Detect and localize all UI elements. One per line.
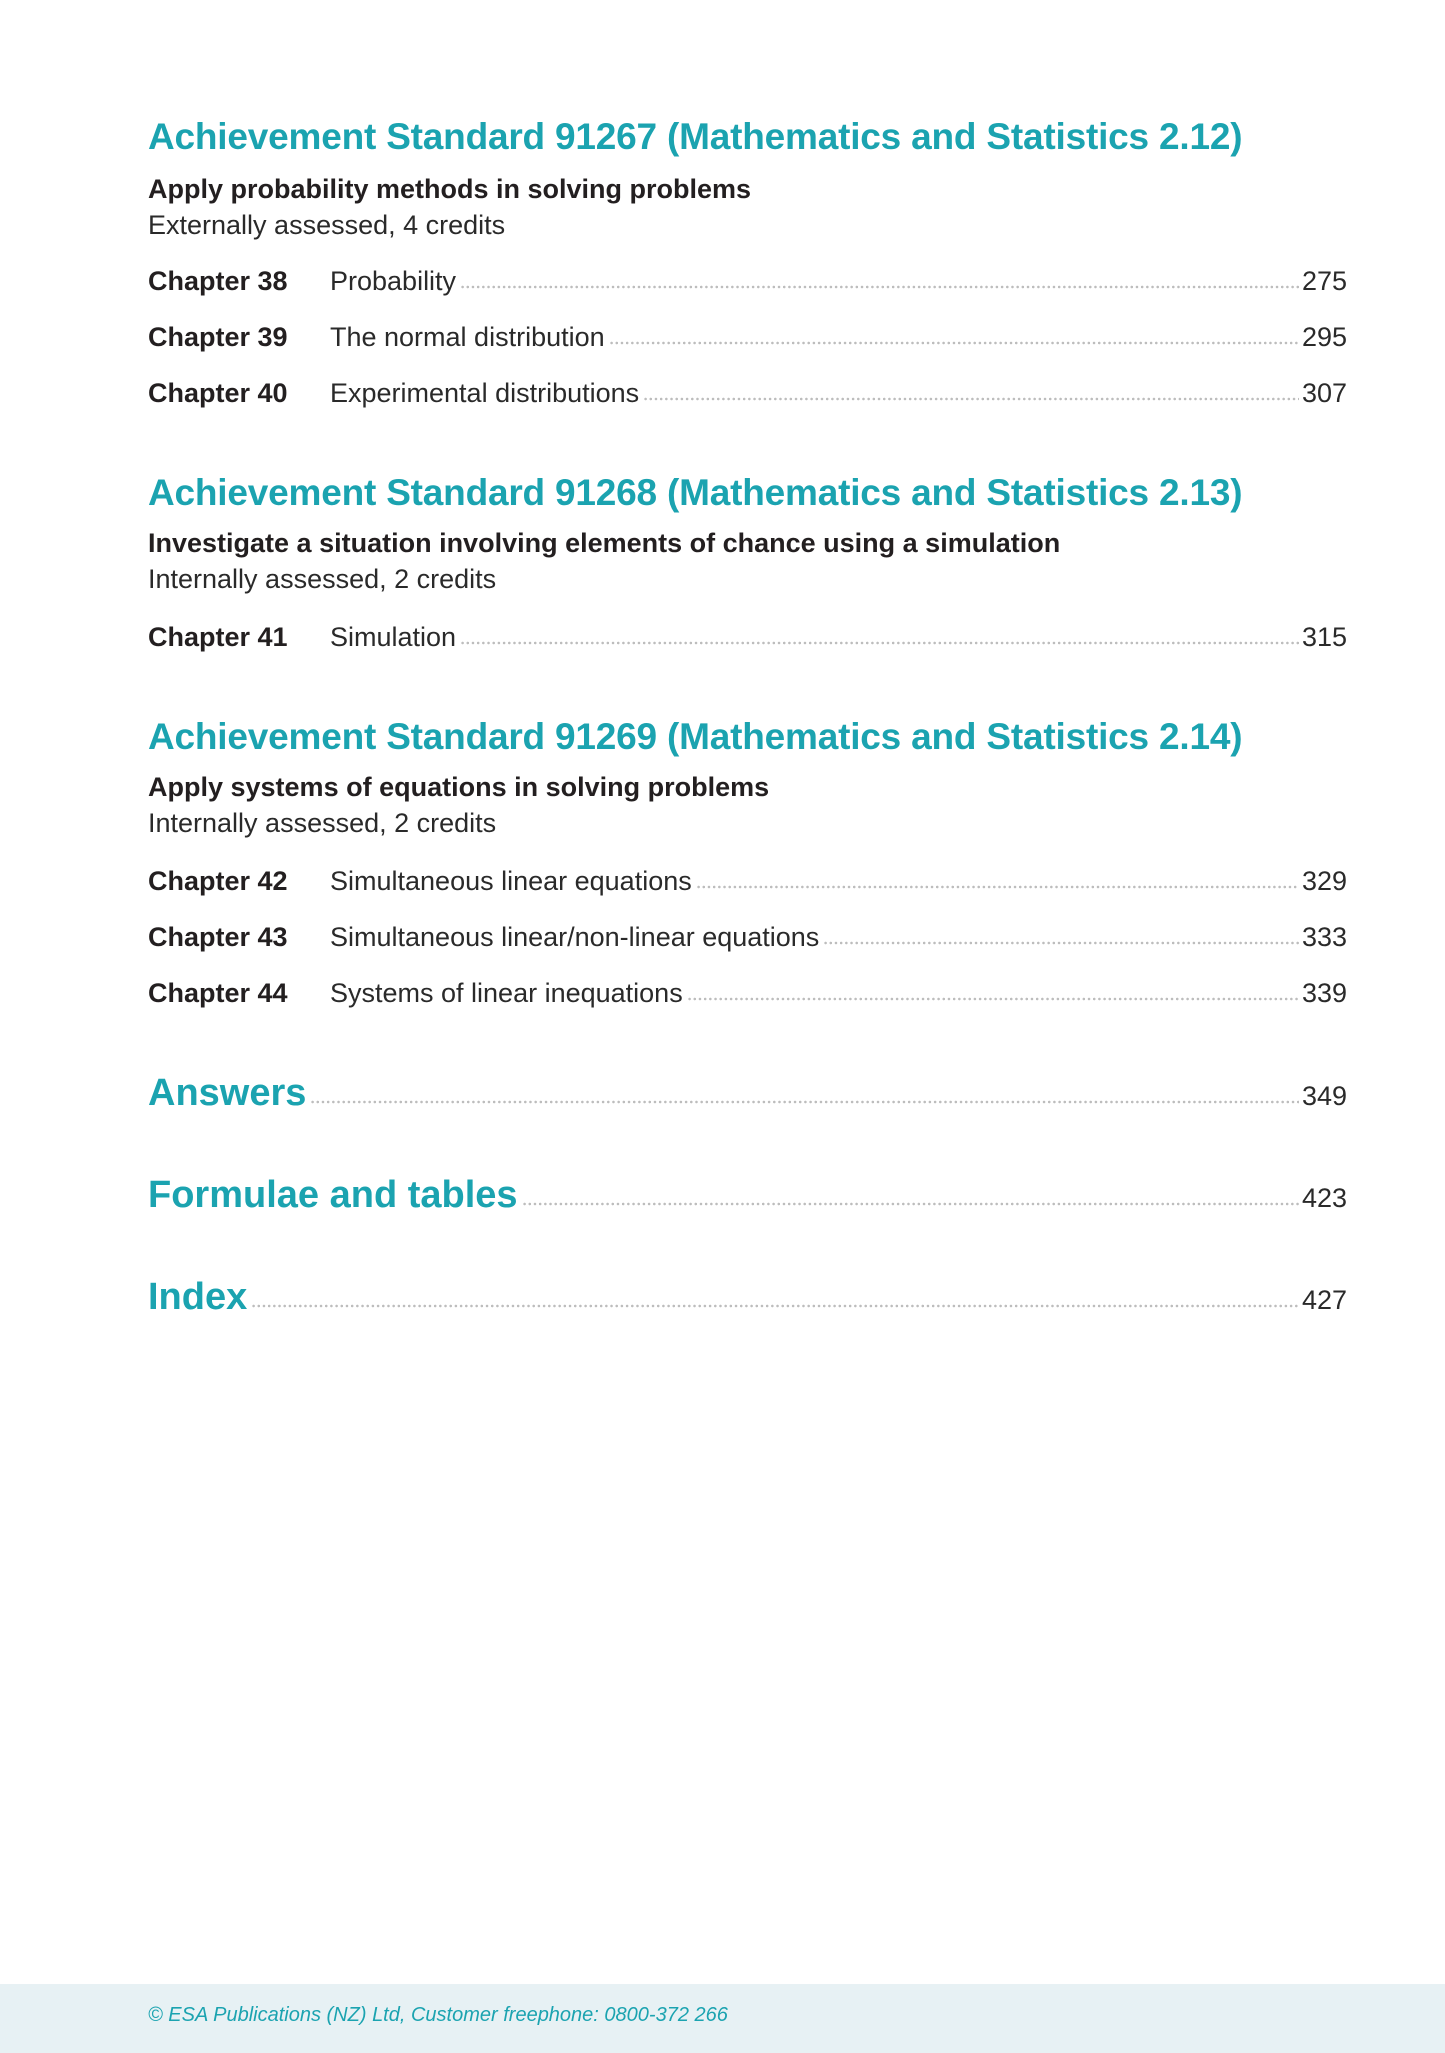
page-number: 295 [1301,322,1347,352]
section-assessment: Internally assessed, 2 credits [148,808,497,838]
dot-leader [460,641,1299,645]
chapter-title: Systems of linear inequations [330,978,683,1008]
page-number: 329 [1301,866,1347,896]
chapter-title: Simulation [330,622,457,652]
page-number: 333 [1301,922,1347,952]
chapter-title: Simultaneous linear equations [330,866,692,896]
page-number: 339 [1301,978,1347,1008]
dot-leader [643,397,1299,401]
toc-entry-index[interactable] [148,1278,1347,1316]
chapter-label: Chapter 44 [148,978,288,1008]
dot-leader [310,1100,1299,1104]
back-matter-title: Answers [148,1072,307,1114]
section-assessment: Internally assessed, 2 credits [148,564,497,594]
page-number: 275 [1301,266,1347,296]
toc-entry-chapter-40[interactable] [148,380,1347,407]
section-assessment: Externally assessed, 4 credits [148,210,506,240]
toc-entry-chapter-44[interactable] [148,980,1347,1007]
chapter-title: Simultaneous linear/non-linear equations [330,922,820,952]
footer-band [0,1984,1445,2053]
dot-leader [609,341,1299,345]
toc-entry-formulae-and-tables[interactable] [148,1176,1347,1214]
chapter-label: Chapter 42 [148,866,288,896]
chapter-label: Chapter 40 [148,378,288,408]
toc-entry-chapter-43[interactable] [148,924,1347,951]
section-heading: Achievement Standard 91269 (Mathematics and Statistics 2.14) [148,716,1243,757]
section-heading: Achievement Standard 91267 (Mathematics and Statistics 2.12) [148,116,1243,157]
section-heading: Achievement Standard 91268 (Mathematics and Statistics 2.13) [148,472,1243,513]
section-title: Investigate a situation involving elements of chance using a simulation [148,528,1061,558]
toc-entry-chapter-42[interactable] [148,868,1347,895]
chapter-title: Probability [330,266,457,296]
page-number: 427 [1301,1285,1347,1315]
section-title: Apply systems of equations in solving problems [148,772,770,802]
toc-entry-answers[interactable] [148,1074,1347,1112]
chapter-title: The normal distribution [330,322,605,352]
page-number: 423 [1301,1183,1347,1213]
section-title: Apply probability methods in solving problems [148,174,752,204]
chapter-label: Chapter 39 [148,322,288,352]
back-matter-title: Index [148,1276,248,1318]
dot-leader [251,1304,1299,1308]
dot-leader [696,885,1299,889]
toc-entry-chapter-38[interactable] [148,268,1347,295]
dot-leader [522,1202,1299,1206]
back-matter-title: Formulae and tables [148,1174,518,1216]
toc-entry-chapter-41[interactable] [148,624,1347,651]
dot-leader [687,997,1299,1001]
chapter-label: Chapter 43 [148,922,288,952]
footer-copyright: © ESA Publications (NZ) Ltd, Customer freephone: 0800-372 266 [148,2004,728,2026]
chapter-label: Chapter 41 [148,622,288,652]
chapter-label: Chapter 38 [148,266,288,296]
chapter-title: Experimental distributions [330,378,640,408]
dot-leader [460,285,1299,289]
page-number: 307 [1301,378,1347,408]
toc-entry-chapter-39[interactable] [148,324,1347,351]
page-number: 349 [1301,1081,1347,1111]
dot-leader [823,941,1299,945]
page-number: 315 [1301,622,1347,652]
